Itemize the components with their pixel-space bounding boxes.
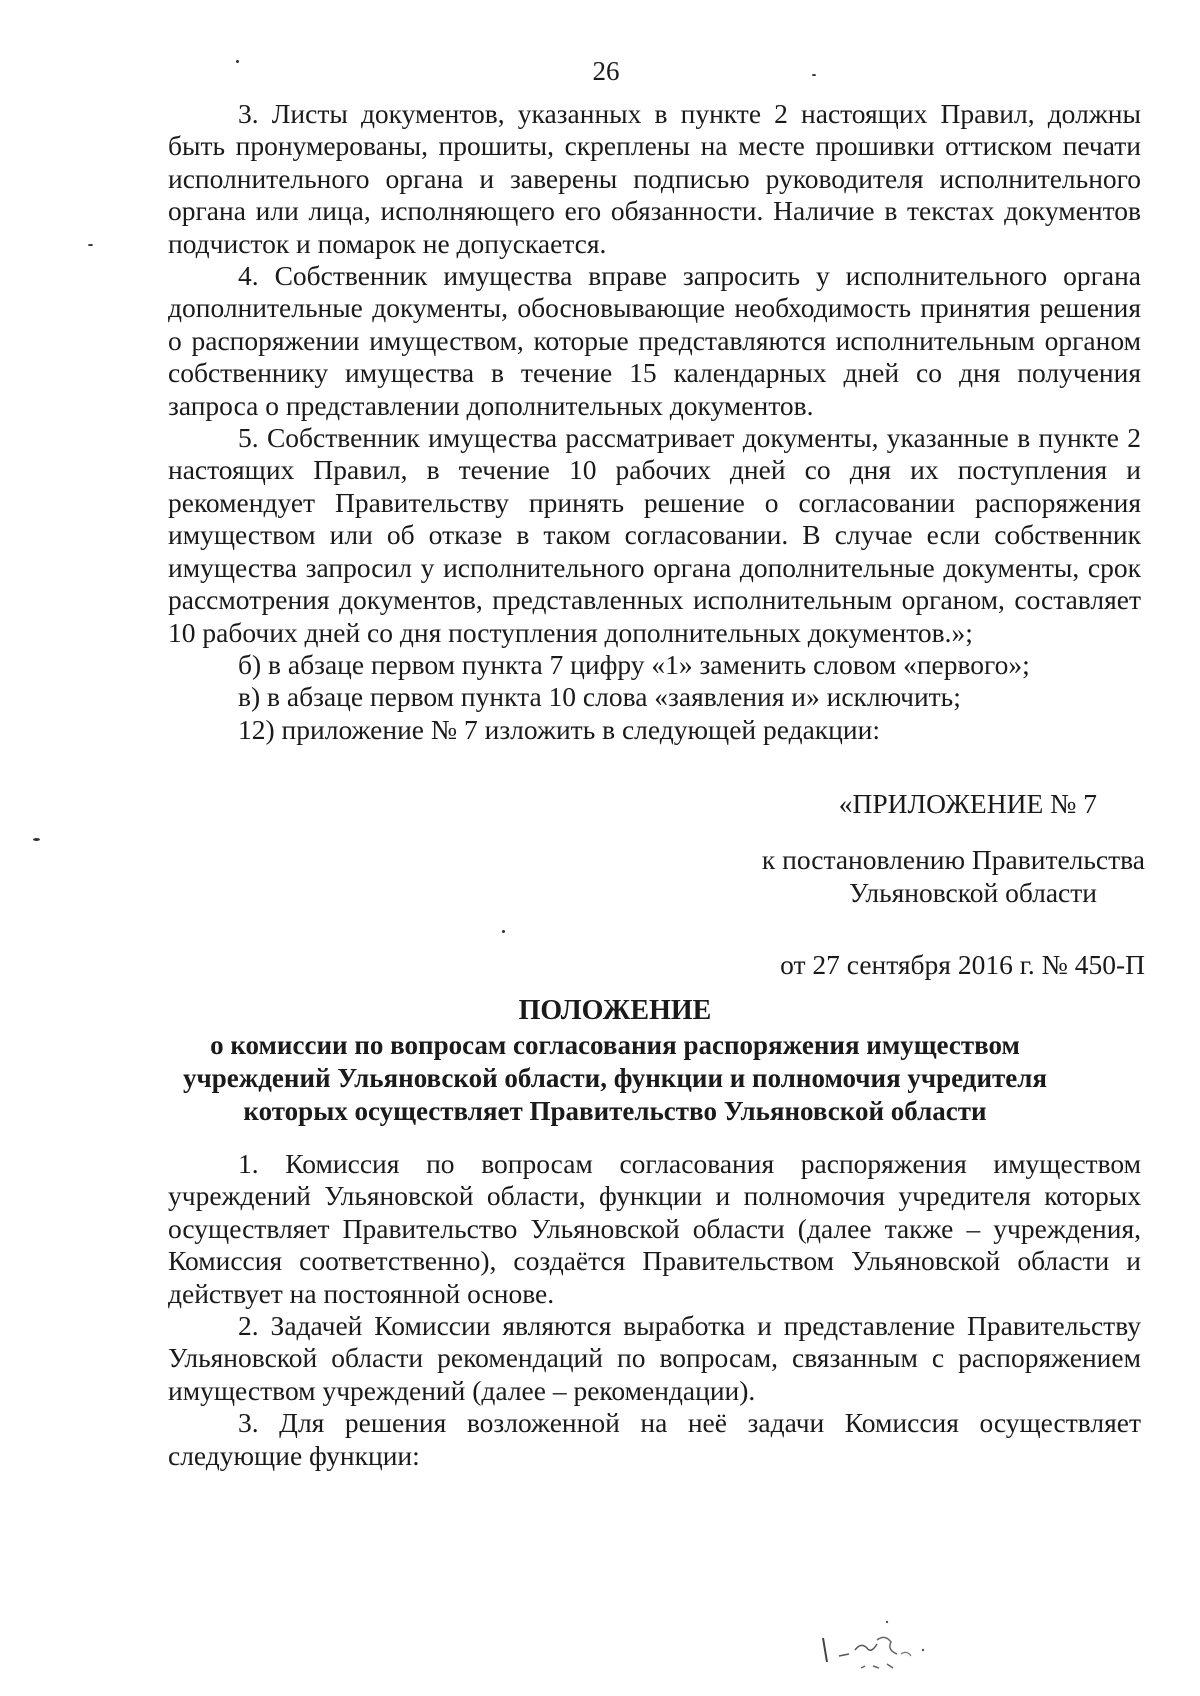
regulation-subtitle-line-2: учреждений Ульяновской области, функции и полномочия учредителя bbox=[182, 1063, 1048, 1093]
amendment-text-block bbox=[168, 98, 1141, 746]
appendix-label: «ПРИЛОЖЕНИЕ № 7 bbox=[838, 788, 1097, 819]
regulation-subtitle-line-3: которых осуществляет Правительство Ульяновской области bbox=[243, 1096, 987, 1126]
scan-speck bbox=[33, 838, 40, 841]
paragraph-item-12: 12) приложение № 7 изложить в следующей редакции: bbox=[238, 713, 880, 745]
page-number: 26 bbox=[592, 56, 620, 86]
scan-speck bbox=[88, 244, 93, 246]
paragraph-sub-b: б) в абзаце первом пункта 7 цифру «1» заменить словом «первого»; bbox=[238, 648, 1030, 680]
paragraph-rule-3: 3. Листы документов, указанных в пункте 2 настоящих Правил, должны быть пронумерованы, прошиты, скреплены на месте прошивки оттиском печати исполнительного органа и заверены подписью руководителя исполнительного органа или лица, исполняющего его обязанности. Наличие в текстах документов подчисток и помарок не допускается. bbox=[168, 98, 1141, 259]
appendix-header bbox=[700, 788, 1145, 982]
scan-speck bbox=[812, 74, 816, 76]
paragraph-rule-5: 5. Собственник имущества рассматривает документы, указанные в пункте 2 настоящих Правил, в течение 10 рабочих дней со дня их поступления и рекомендует Правительству принять решение о согласовании распоряжения имуществом или об отказе в таком согласовании. В случае если собственник имущества запросил у исполнительного органа дополнительные документы, срок рассмотрения документов, представленных исполнительным органом, составляет 10 рабочих дней со дня поступления дополнительных документов.»; bbox=[168, 422, 1141, 648]
regulation-subtitle-line-1: о комиссии по вопросам согласования распоряжения имуществом bbox=[210, 1030, 1020, 1060]
scan-speck bbox=[502, 930, 505, 933]
regulation-text-block bbox=[168, 1148, 1141, 1472]
regulation-paragraph-1: 1. Комиссия по вопросам согласования распоряжения имуществом учреждений Ульяновской области, функции и полномочия учредителя которых осуществляет Правительство Ульяновской области (далее также – учреждения, Комиссия соответственно), создаётся Правительством Ульяновской области и действует на постоянной основе. bbox=[168, 1148, 1141, 1309]
regulation-paragraph-2: 2. Задачей Комиссии являются выработка и представление Правительству Ульяновской области рекомендаций по вопросам, связанным с распоряжением имуществом учреждений (далее – рекомендации). bbox=[168, 1310, 1141, 1406]
regulation-heading bbox=[0, 994, 1200, 1128]
scan-speck bbox=[236, 60, 239, 63]
appendix-decree-line: к постановлению Правительства bbox=[761, 844, 1145, 876]
regulation-title: ПОЛОЖЕНИЕ bbox=[518, 995, 712, 1026]
paragraph-sub-v: в) в абзаце первом пункта 10 слова «заявления и» исключить; bbox=[238, 681, 961, 713]
regulation-paragraph-3: 3. Для решения возложенной на неё задачи Комиссия осуществляет следующие функции: bbox=[168, 1407, 1141, 1471]
appendix-date-line: от 27 сентября 2016 г. № 450-П bbox=[780, 949, 1145, 981]
stamp-mark-icon bbox=[815, 1610, 975, 1680]
paragraph-rule-4: 4. Собственник имущества вправе запросить у исполнительного органа дополнительные документы, обосновывающие необходимость принятия решения о распоряжении имуществом, которые представляются исполнительным органом собственнику имущества в течение 15 календарных дней со дня получения запроса о представлении дополнительных документов. bbox=[168, 260, 1141, 421]
appendix-region-line: Ульяновской области bbox=[848, 876, 1097, 908]
